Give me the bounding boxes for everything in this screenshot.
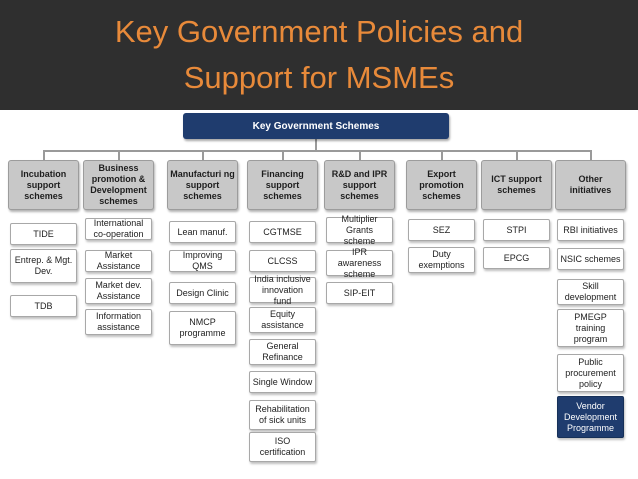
scheme-item: Design Clinic [169,282,236,304]
category-connector [590,150,592,160]
category-connector [43,150,45,160]
scheme-item: Skill development [557,279,624,305]
scheme-item: Rehabilitation of sick units [249,400,316,430]
slide-title-line-2: Support for MSMEs [183,60,455,95]
scheme-item: TDB [10,295,77,317]
scheme-item: Duty exemptions [408,247,475,273]
scheme-item: SIP-EIT [326,282,393,304]
scheme-item: EPCG [483,247,550,269]
scheme-item: CGTMSE [249,221,316,243]
category-box: Financing support schemes [247,160,318,210]
category-box: R&D and IPR support schemes [324,160,395,210]
category-box: Incubation support schemes [8,160,79,210]
scheme-item: Information assistance [85,309,152,335]
scheme-item: Public procurement policy [557,354,624,392]
scheme-item: IPR awareness scheme [326,250,393,276]
scheme-item: International co-operation [85,218,152,240]
scheme-item: Multiplier Grants scheme [326,217,393,243]
category-box: Other initiatives [555,160,626,210]
category-connector [118,150,120,160]
category-connector [282,150,284,160]
scheme-item: STPI [483,219,550,241]
scheme-item: General Refinance [249,339,316,365]
scheme-item: India inclusive innovation fund [249,277,316,303]
category-connector [441,150,443,160]
org-chart [0,110,638,479]
scheme-item: Market Assistance [85,250,152,272]
scheme-item: CLCSS [249,250,316,272]
scheme-item: ISO certification [249,432,316,462]
scheme-item: SEZ [408,219,475,241]
scheme-item: NMCP programme [169,311,236,345]
root-node: Key Government Schemes [183,113,449,139]
category-connector [202,150,204,160]
scheme-item: PMEGP training program [557,309,624,347]
scheme-item: Improving QMS [169,250,236,272]
category-box: Business promotion & Development schemes [83,160,154,210]
horizontal-connector [43,150,591,152]
scheme-item: Market dev. Assistance [85,278,152,304]
scheme-item: Single Window [249,371,316,393]
scheme-item: TIDE [10,223,77,245]
category-connector [359,150,361,160]
scheme-item: Vendor Development Programme [557,396,624,438]
category-connector [516,150,518,160]
category-box: ICT support schemes [481,160,552,210]
scheme-item: Equity assistance [249,307,316,333]
scheme-item: Lean manuf. [169,221,236,243]
scheme-item: Entrep. & Mgt. Dev. [10,249,77,283]
scheme-item: NSIC schemes [557,248,624,270]
category-box: Export promotion schemes [406,160,477,210]
slide-title-line-1: Key Government Policies and [114,14,524,49]
category-box: Manufacturi ng support schemes [167,160,238,210]
scheme-item: RBI initiatives [557,219,624,241]
title-bar [0,0,638,110]
